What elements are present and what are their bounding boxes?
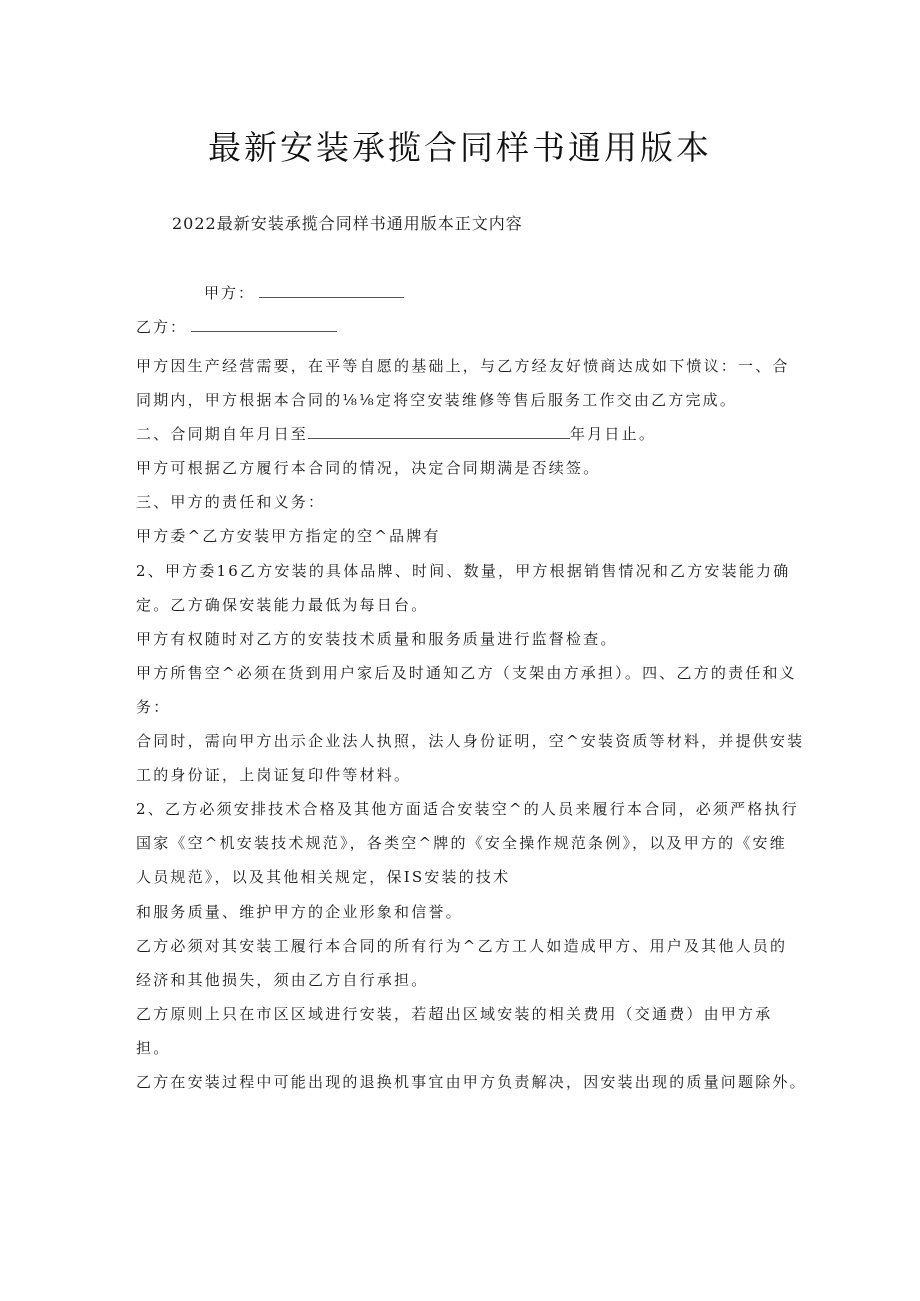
- body-line: 同期内，甲方根据本合同的⅛⅛定将空安装维修等售后服务工作交由乙方完成。: [136, 391, 738, 410]
- body-line: 合同时，需向甲方出示企业法人执照，法人身份证明，空^安装资质等材料，并提供安装: [136, 732, 805, 751]
- party-b-line: [136, 315, 337, 339]
- body-line: 乙方必须对其安装工履行本合同的所有行为^乙方工人如造成甲方、用户及其他人员的: [136, 936, 788, 955]
- party-b-label: 乙方：: [136, 318, 188, 336]
- body-line: 国家《空^机安装技术规范》，各类空^牌的《安全操作规范条例》，以及甲方的《安维: [136, 834, 787, 853]
- party-a-line: [204, 281, 404, 305]
- body-line: 人员规范》，以及其他相关规定，保IS安装的技术: [136, 868, 511, 887]
- body-line: 担。: [136, 1038, 171, 1057]
- term-start: 二、合同期自年月日至: [136, 425, 309, 444]
- body-line: 工的身份证，上岗证复印件等材料。: [136, 766, 412, 785]
- contract-term-line: [136, 417, 804, 451]
- body-line: 经济和其他损失，须由乙方自行承担。: [136, 970, 429, 989]
- body-line: 甲方因生产经营需要，在平等自愿的基础上，与乙方经友好愤商达成如下愤议：一、合: [136, 357, 790, 375]
- party-a-label: 甲方：: [204, 284, 256, 302]
- document-title: 最新安装承揽合同样书通用版本: [208, 128, 712, 167]
- body-line: 甲方委^乙方安装甲方指定的空^品牌有: [136, 527, 441, 546]
- body-line: 定。乙方确保安装能力最低为每日台。: [136, 595, 429, 614]
- term-end: 年月日止。: [570, 425, 657, 444]
- party-a-blank: [259, 283, 404, 298]
- contract-body: [136, 349, 807, 1099]
- section-heading: 三、甲方的责任和义务：: [136, 493, 326, 512]
- party-b-blank: [191, 317, 337, 332]
- body-line: 2、乙方必须安排技术合格及其他方面适合安装空^的人员来履行本合同，必须严格执行: [136, 800, 799, 819]
- term-blank: [308, 422, 570, 439]
- body-line: 甲方有权随时对乙方的安装技术质量和服务质量进行监督检查。: [136, 629, 618, 648]
- body-line: 乙方原则上只在市区区域进行安装，若超出区域安装的相关费用（交通费）由甲方承: [136, 1004, 773, 1023]
- body-line: 和服务质量、维护甲方的企业形象和信誉。: [136, 902, 463, 921]
- body-line: 甲方所售空^必须在货到用户家后及时通知乙方（支架由方承担）。四、乙方的责任和义: [136, 663, 797, 682]
- body-line: 乙方在安装过程中可能出现的退换机事宜由甲方负责解决，因安装出现的质量问题除外。: [136, 1072, 807, 1091]
- document-subtitle: 2022最新安装承揽合同样书通用版本正文内容: [172, 214, 523, 233]
- body-line: 务：: [136, 697, 171, 716]
- body-line: 甲方可根据乙方履行本合同的情况，决定合同期满是否续签。: [136, 459, 601, 478]
- body-line: 2、甲方委16乙方安装的具体品牌、时间、数量，甲方根据销售情况和乙方安装能力确: [136, 561, 791, 580]
